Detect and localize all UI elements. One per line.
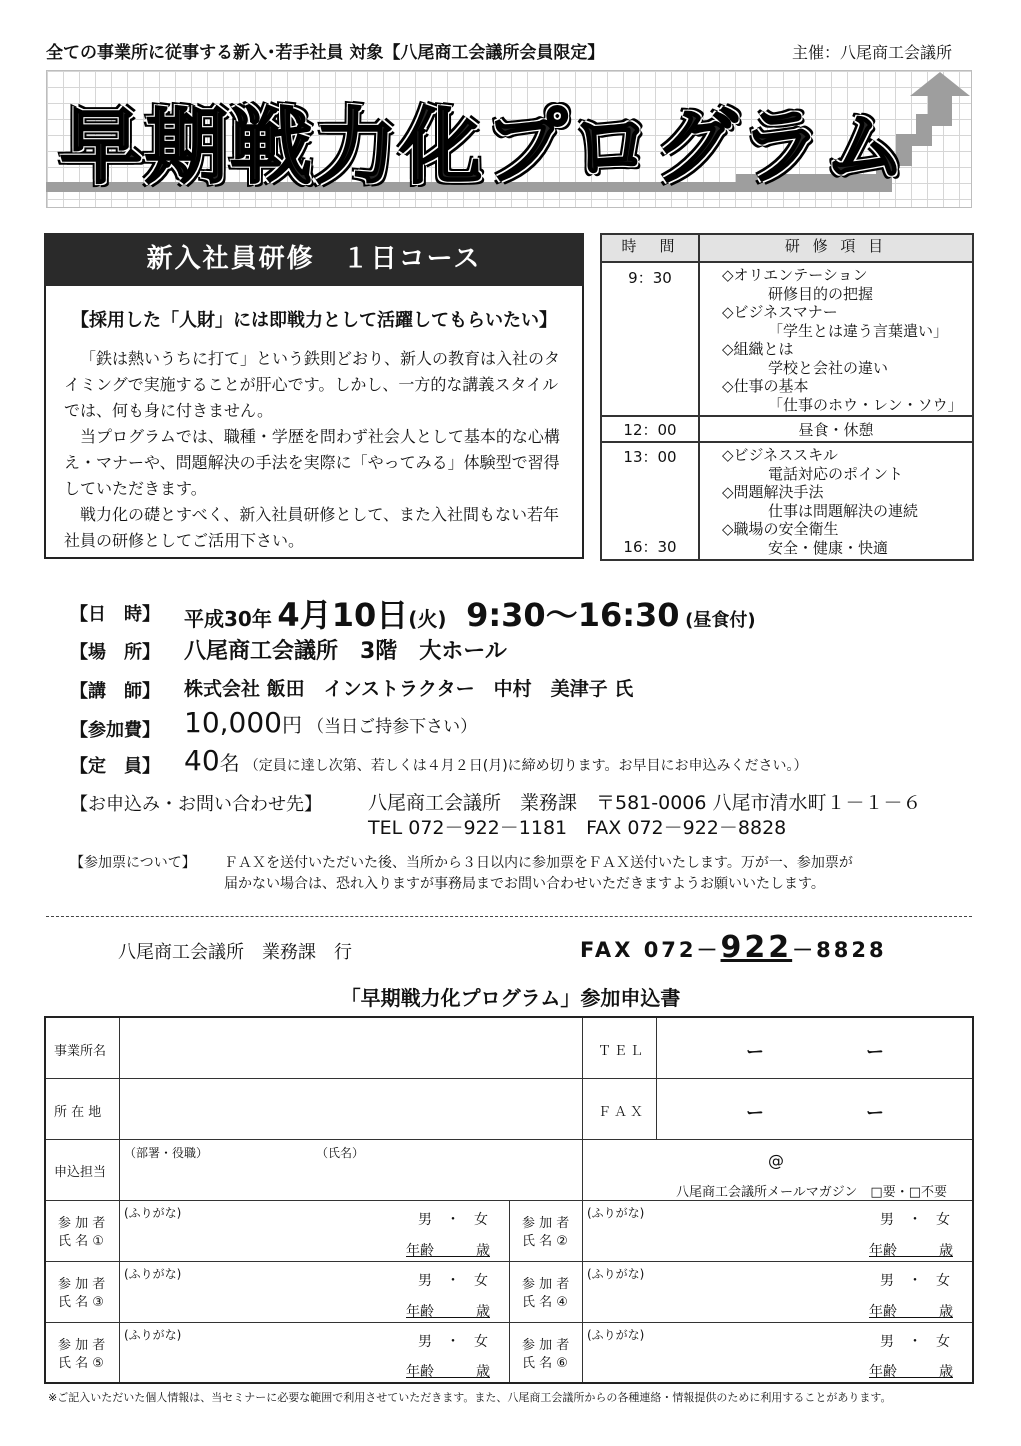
company-field[interactable] <box>121 1020 579 1076</box>
furigana-hint: (ふりがな) <box>124 1206 182 1220</box>
gender-option[interactable]: 男 ・ 女 <box>880 1334 950 1350</box>
tel-label: ＴＥＬ <box>598 1044 647 1059</box>
age-field[interactable]: 年齢 歳 <box>406 1304 490 1320</box>
tel-field[interactable] <box>658 1020 968 1076</box>
col-item-header: 研 修 項 目 <box>699 234 973 262</box>
course-heading: 新入社員研修 １日コース <box>44 233 584 286</box>
program-title: 早期戦力化プログラム <box>60 100 910 195</box>
course-paragraph: 「鉄は熱いうちに打て」という鉄則どおり、新人の教育は入社のタイミングで実施することが肝心です。しかし、一方的な講義スタイルでは、何も身に付きません。 <box>64 349 561 420</box>
ticket-label: 【参加票について】 <box>70 855 196 871</box>
application-form <box>44 1016 974 1384</box>
schedule-table <box>600 233 974 561</box>
participant-label-2: 参 加 者 氏 名 ② <box>522 1216 570 1249</box>
schedule-item: 電話対応のポイント <box>768 464 904 483</box>
schedule-item: ◇オリエンテーション <box>722 266 868 284</box>
age-field[interactable]: 年齢 歳 <box>406 1364 490 1380</box>
fax-dash: ー <box>746 1103 764 1124</box>
morning-items <box>699 262 973 416</box>
email-field[interactable] <box>586 1142 968 1178</box>
course-description <box>64 346 570 554</box>
fee-amount: 10,000 <box>184 706 282 739</box>
contact-person-field[interactable] <box>121 1142 579 1198</box>
fee-note: （当日ご持参下さい） <box>307 717 478 737</box>
col-time-header: 時 間 <box>601 234 699 262</box>
age-field[interactable]: 年齢 歳 <box>406 1243 490 1259</box>
place-value: 八尾商工会議所 3階 大ホール <box>184 639 507 664</box>
privacy-footnote: ※ご記入いただいた個人情報は、当セミナーに必要な範囲で利用させていただきます。また、八尾商工会議所からの各種連絡・情報提供のために利用することがあります。 <box>48 1391 892 1404</box>
lecturer-label: 【講 師】 <box>70 681 160 702</box>
fee-value <box>184 706 477 739</box>
gender-option[interactable]: 男 ・ 女 <box>418 1334 488 1350</box>
participant-label-5: 参 加 者 氏 名 ⑤ <box>58 1338 106 1371</box>
gender-option[interactable]: 男 ・ 女 <box>880 1212 950 1228</box>
schedule-item: ◇仕事の基本 <box>722 377 809 395</box>
age-field[interactable]: 年齢 歳 <box>869 1304 953 1320</box>
schedule-item: 学校と会社の違い <box>768 358 889 377</box>
organizer: 主催：八尾商工会議所 <box>792 43 953 62</box>
contact-phone: TEL 072－922－1181 FAX 072－922－8828 <box>368 817 787 839</box>
schedule-item: 「学生とは違う言葉遣い」 <box>768 321 949 340</box>
fax-suffix: －8828 <box>792 938 887 962</box>
fax-recipient: 八尾商工会議所 業務課 行 <box>118 942 352 963</box>
schedule-item: 仕事は問題解決の連続 <box>768 501 919 520</box>
date-note: (昼食付) <box>685 610 756 631</box>
furigana-hint: (ふりがな) <box>587 1206 645 1220</box>
gender-option[interactable]: 男 ・ 女 <box>418 1273 488 1289</box>
afternoon-items <box>699 442 973 560</box>
furigana-hint: (ふりがな) <box>587 1267 645 1281</box>
tel-dash: ー <box>866 1042 884 1063</box>
email-at: @ <box>768 1151 784 1170</box>
age-field[interactable]: 年齢 歳 <box>869 1364 953 1380</box>
schedule-item: 研修目的の把握 <box>768 284 874 303</box>
participant-label-4: 参 加 者 氏 名 ④ <box>522 1277 570 1310</box>
date-label: 【日 時】 <box>70 604 160 625</box>
fax-label: ＦＡＸ <box>598 1105 647 1120</box>
schedule-item: ◇ビジネスマナー <box>722 303 838 321</box>
ticket-line1: ＦＡＸを送付いただいた後、当所から３日以内に参加票をＦＡＸ送付いたします。万が一、参加票が <box>224 855 853 871</box>
fee-label: 【参加費】 <box>70 720 160 741</box>
schedule-item: ◇職場の安全衛生 <box>722 520 839 538</box>
contact-person-label: 申込担当 <box>54 1165 107 1180</box>
date-main: 4月10日 <box>277 596 409 634</box>
company-label: 事業所名 <box>54 1044 107 1059</box>
gender-option[interactable]: 男 ・ 女 <box>880 1273 950 1289</box>
afternoon-start: 13：00 <box>623 448 677 466</box>
magazine-option[interactable]: 八尾商工会議所メールマガジン □要・□不要 <box>676 1185 947 1200</box>
schedule-item: 「仕事のホウ・レン・ソウ」 <box>768 395 963 414</box>
schedule-item: 安全・健康・快適 <box>768 538 889 557</box>
tel-dash: ー <box>746 1042 764 1063</box>
address-field[interactable] <box>121 1081 579 1137</box>
fax-number <box>580 930 887 965</box>
gender-option[interactable]: 男 ・ 女 <box>418 1212 488 1228</box>
afternoon-end: 16：30 <box>623 538 677 556</box>
capacity-note: （定員に達し次第、若しくは４月２日(月)に締め切ります。お早目にお申込みください。） <box>244 758 808 774</box>
furigana-hint: (ふりがな) <box>587 1328 645 1342</box>
cut-line <box>46 916 972 917</box>
schedule-item: ◇組織とは <box>722 340 794 358</box>
place-label: 【場 所】 <box>70 642 160 663</box>
participant-label-1: 参 加 者 氏 名 ① <box>58 1216 106 1249</box>
furigana-hint: (ふりがな) <box>124 1267 182 1281</box>
lecturer-value: 株式会社 飯田 インストラクター 中村 美津子 氏 <box>184 678 634 700</box>
lunch-time: 12：00 <box>601 416 699 442</box>
participant-label-6: 参 加 者 氏 名 ⑥ <box>522 1338 570 1371</box>
schedule-item: ◇問題解決手法 <box>722 483 824 501</box>
fax-mid: 922 <box>720 930 793 965</box>
course-subheading: 【採用した「人財」には即戦力として活躍してもらいたい】 <box>71 310 557 331</box>
date-dow: (火) <box>408 607 447 631</box>
form-title: 「早期戦力化プログラム」参加申込書 <box>340 986 681 1010</box>
furigana-hint: (ふりがな) <box>124 1328 182 1342</box>
capacity-unit: 名 <box>219 751 240 775</box>
capacity-value <box>184 744 808 777</box>
course-paragraph: 戦力化の礎とすべく、新入社員研修として、また入社間もない若年社員の研修としてご活用下さい。 <box>64 505 560 550</box>
afternoon-time <box>601 442 699 560</box>
date-value <box>184 590 756 636</box>
date-era: 平成30年 <box>184 607 272 631</box>
age-field[interactable]: 年齢 歳 <box>869 1243 953 1259</box>
ticket-line2: 届かない場合は、恐れ入りますが事務局までお問い合わせいただきますようお願いいたします。 <box>224 876 825 892</box>
morning-time: 9：30 <box>601 262 699 416</box>
contact-address: 八尾商工会議所 業務課 〒581-0006 八尾市清水町１－１－６ <box>368 792 922 814</box>
contact-label: 【お申込み・お問い合わせ先】 <box>70 794 322 815</box>
name-hint: （氏名） <box>316 1146 365 1160</box>
fax-prefix: FAX 072－ <box>580 938 721 962</box>
dept-hint: （部署・役職） <box>124 1146 209 1160</box>
address-label: 所 在 地 <box>54 1105 102 1120</box>
target-audience: 全ての事業所に従事する新入･若手社員 対象【八尾商工会議所会員限定】 <box>46 43 605 63</box>
fax-field[interactable] <box>658 1081 968 1137</box>
participant-label-3: 参 加 者 氏 名 ③ <box>58 1277 106 1310</box>
schedule-item: ◇ビジネススキル <box>722 446 838 464</box>
capacity-label: 【定 員】 <box>70 756 160 777</box>
lunch-label: 昼食・休憩 <box>699 416 973 442</box>
date-time: 9:30〜16:30 <box>466 596 680 634</box>
capacity-number: 40 <box>184 744 220 777</box>
fax-dash: ー <box>866 1103 884 1124</box>
fee-unit: 円 <box>281 713 302 737</box>
course-paragraph: 当プログラムでは、職種・学歴を問わず社会人として基本的な心構え・マナーや、問題解決の手法を実際に「やってみる」体験型で習得していただきます。 <box>64 427 560 498</box>
